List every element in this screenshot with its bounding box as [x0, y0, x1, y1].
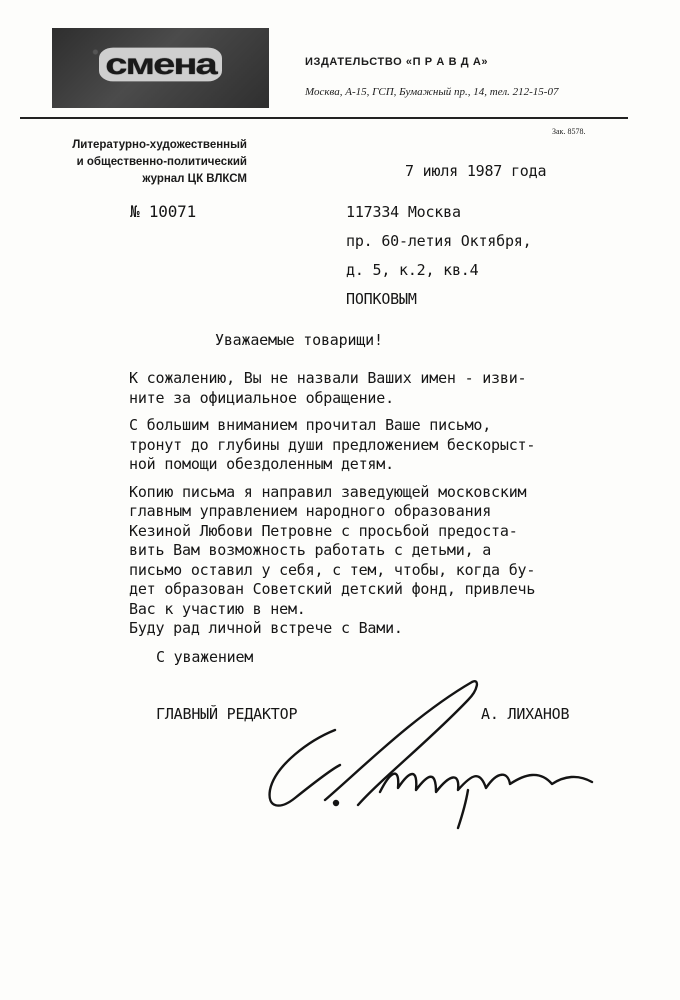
signer-name: А. ЛИХАНОВ — [481, 705, 570, 723]
body-line: Вас к участию в нем. — [129, 599, 306, 618]
body-line: Буду рад личной встрече с Вами. — [129, 619, 403, 637]
journal-line: и общественно-политический — [76, 156, 247, 168]
body-line: тронут до глубины души предложением бескорыст- — [129, 435, 536, 454]
letter-date: 7 июля 1987 года — [405, 162, 547, 180]
body-line: Копию письма я направил заведующей московским — [129, 482, 527, 501]
publisher-name: ИЗДАТЕЛЬСТВО «П Р А В Д А» — [305, 56, 489, 68]
body-paragraph — [129, 483, 535, 620]
journal-line: Литературно-художественный — [72, 139, 247, 151]
recipient-line: ПОПКОВЫМ — [346, 290, 417, 308]
handwritten-signature — [240, 670, 620, 830]
salutation: Уважаемые товарищи! — [215, 331, 383, 349]
body-paragraph — [129, 416, 535, 475]
body-line: ните за официальное обращение. — [129, 388, 394, 407]
recipient-address — [346, 198, 531, 314]
body-line: ной помощи обездоленным детям. — [129, 455, 394, 473]
letter-body — [129, 369, 535, 647]
body-line: К сожалению, Вы не назвали Ваших имен - изви- — [129, 369, 527, 387]
recipient-line: д. 5, к.2, кв.4 — [346, 261, 479, 279]
body-line: вить Вам возможность работать с детьми, а — [129, 541, 492, 559]
journal-description — [0, 137, 247, 188]
recipient-line: пр. 60-летия Октября, — [346, 232, 532, 250]
body-line: С большим вниманием прочитал Ваше письмо, — [129, 416, 492, 434]
publisher-address: Москва, А-15, ГСП, Бумажный пр., 14, тел. 212-15-07 — [305, 86, 559, 98]
header-divider — [20, 117, 628, 119]
body-line: Кезиной Любови Петровне с просьбой предоста- — [129, 521, 518, 540]
body-line: дет образован Советский детский фонд, привлечь — [129, 580, 536, 598]
body-paragraph — [129, 619, 535, 639]
logo-text: смена — [99, 48, 222, 82]
body-line: письмо оставил у себя, с тем, чтобы, когда бу- — [129, 560, 536, 579]
recipient-line: 117334 Москва — [346, 203, 461, 221]
reference-number: № 10071 — [130, 202, 197, 221]
closing: С уважением — [156, 648, 254, 666]
smena-logo — [52, 28, 269, 108]
order-number: Зак. 8578. — [552, 127, 586, 136]
body-line: главным управлением народного образования — [129, 502, 492, 520]
signer-title: ГЛАВНЫЙ РЕДАКТОР — [156, 705, 298, 723]
body-paragraph — [129, 369, 535, 408]
journal-line: журнал ЦК ВЛКСМ — [142, 173, 247, 185]
